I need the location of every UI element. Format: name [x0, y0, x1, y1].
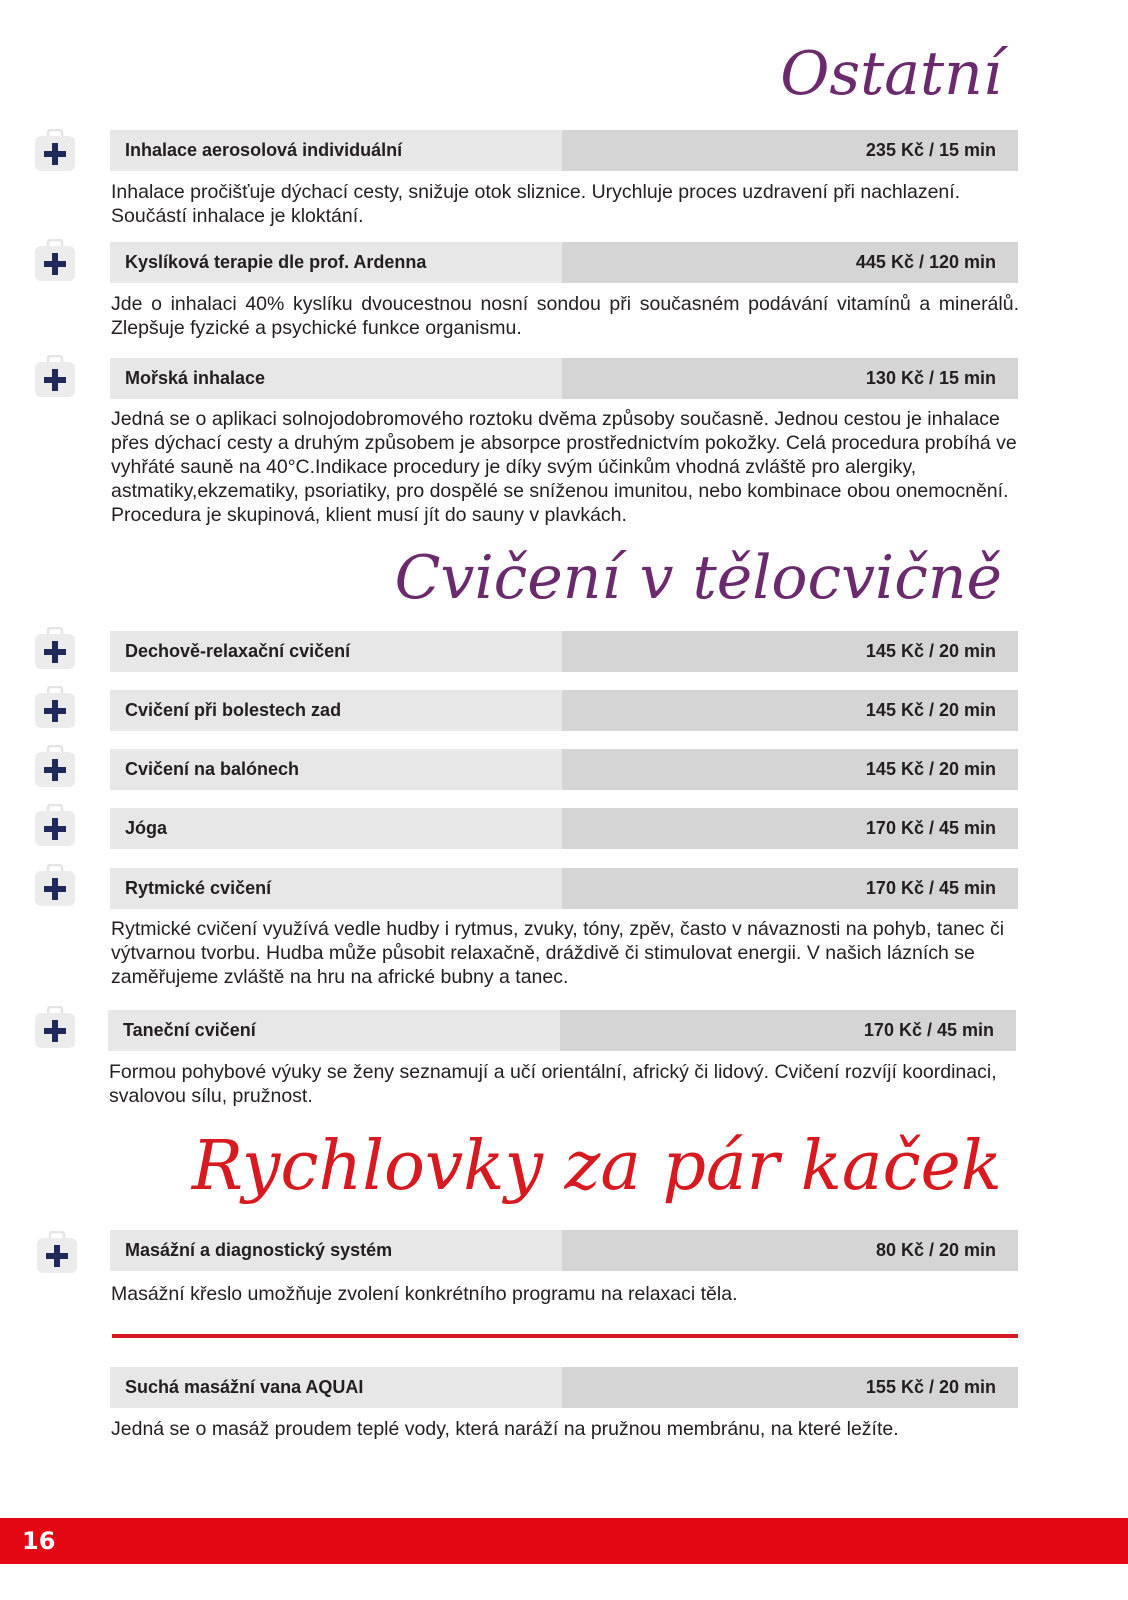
service-row [110, 690, 1018, 731]
medical-kit-plus-icon [35, 1006, 75, 1048]
service-name: Cvičení na balónech [110, 749, 562, 790]
medical-kit-plus-icon [35, 355, 75, 397]
medical-kit-plus-icon [35, 686, 75, 728]
service-row [110, 130, 1018, 171]
service-price: 145 Kč / 20 min [562, 690, 1018, 731]
service-price: 155 Kč / 20 min [562, 1367, 1018, 1408]
service-price: 80 Kč / 20 min [562, 1230, 1018, 1271]
page-number: 16 [22, 1527, 56, 1555]
service-price: 130 Kč / 15 min [562, 358, 1018, 399]
service-name: Cvičení při bolestech zad [110, 690, 562, 731]
section-heading-ostatni: Ostatní [780, 39, 1002, 109]
medical-kit-plus-icon [35, 745, 75, 787]
service-description: Jde o inhalaci 40% kyslíku dvoucestnou nosní sondou při současném podávání vitamínů a minerálů. Zlepšuje fyzické a psychické funkce organismu. [111, 293, 1019, 339]
section-divider [112, 1334, 1018, 1338]
service-name: Rytmické cvičení [110, 868, 562, 909]
service-row [110, 242, 1018, 283]
medical-kit-plus-icon [35, 804, 75, 846]
medical-kit-plus-icon [37, 1231, 77, 1273]
service-name: Taneční cvičení [108, 1010, 560, 1051]
section-heading-rychlovky: Rychlovky za pár kaček [191, 1127, 1002, 1206]
service-price: 170 Kč / 45 min [562, 808, 1018, 849]
service-price: 145 Kč / 20 min [562, 631, 1018, 672]
service-name: Dechově-relaxační cvičení [110, 631, 562, 672]
service-row [110, 868, 1018, 909]
service-name: Masážní a diagnostický systém [110, 1230, 562, 1271]
medical-kit-plus-icon [35, 864, 75, 906]
service-description: Jedná se o aplikaci solnojodobromového roztoku dvěma způsoby současně. Jednou cestou je inhalace přes dýchací cesty a druhým způsobem je absorpce prostřednictvím pokožky. Celá procedura probíhá ve vyhřáté sauně na 40°C.Indikace procedury je díky svým účinkům vhodná zvláště pro alergiky, astmatiky,ekzematiky, psoriatiky, pro dospělé se sníženou imunitou, nebo kombinace obou onemocnění. Procedura je skupinová, klient musí jít do sauny v plavkách. [111, 408, 1017, 526]
service-row [108, 1010, 1016, 1051]
service-row [110, 808, 1018, 849]
service-price: 445 Kč / 120 min [562, 242, 1018, 283]
medical-kit-plus-icon [35, 129, 75, 171]
service-row [110, 749, 1018, 790]
service-name: Suchá masážní vana AQUAI [110, 1367, 562, 1408]
service-row [110, 358, 1018, 399]
service-row [110, 631, 1018, 672]
service-description: Formou pohybové výuky se ženy seznamují a učí orientální, africký či lidový. Cvičení rozvíjí koordinaci, svalovou sílu, pružnost. [109, 1061, 997, 1107]
section-heading-cviceni: Cvičení v tělocvičně [394, 543, 1002, 613]
medical-kit-plus-icon [35, 627, 75, 669]
service-price: 170 Kč / 45 min [560, 1010, 1016, 1051]
service-price: 170 Kč / 45 min [562, 868, 1018, 909]
page-footer-band [0, 1518, 1128, 1564]
service-name: Inhalace aerosolová individuální [110, 130, 562, 171]
service-row [110, 1230, 1018, 1271]
service-name: Kyslíková terapie dle prof. Ardenna [110, 242, 562, 283]
medical-kit-plus-icon [35, 239, 75, 281]
service-price: 145 Kč / 20 min [562, 749, 1018, 790]
service-description: Masážní křeslo umožňuje zvolení konkrétního programu na relaxaci těla. [111, 1283, 738, 1305]
service-row [110, 1367, 1018, 1408]
service-description: Inhalace pročišťuje dýchací cesty, snižuje otok sliznice. Urychluje proces uzdravení při nachlazení. Součástí inhalace je kloktání. [111, 181, 961, 227]
service-price: 235 Kč / 15 min [562, 130, 1018, 171]
service-description: Rytmické cvičení využívá vedle hudby i rytmus, zvuky, tóny, zpěv, často v návaznosti na pohyb, tanec či výtvarnou tvorbu. Hudba může působit relaxačně, dráždivě či stimulovat energii. V našich lázních se zaměřujeme zvláště na hru na africké bubny a tanec. [111, 918, 1005, 988]
service-name: Mořská inhalace [110, 358, 562, 399]
service-name: Jóga [110, 808, 562, 849]
service-description: Jedná se o masáž proudem teplé vody, která naráží na pružnou membránu, na které ležíte. [111, 1418, 899, 1440]
